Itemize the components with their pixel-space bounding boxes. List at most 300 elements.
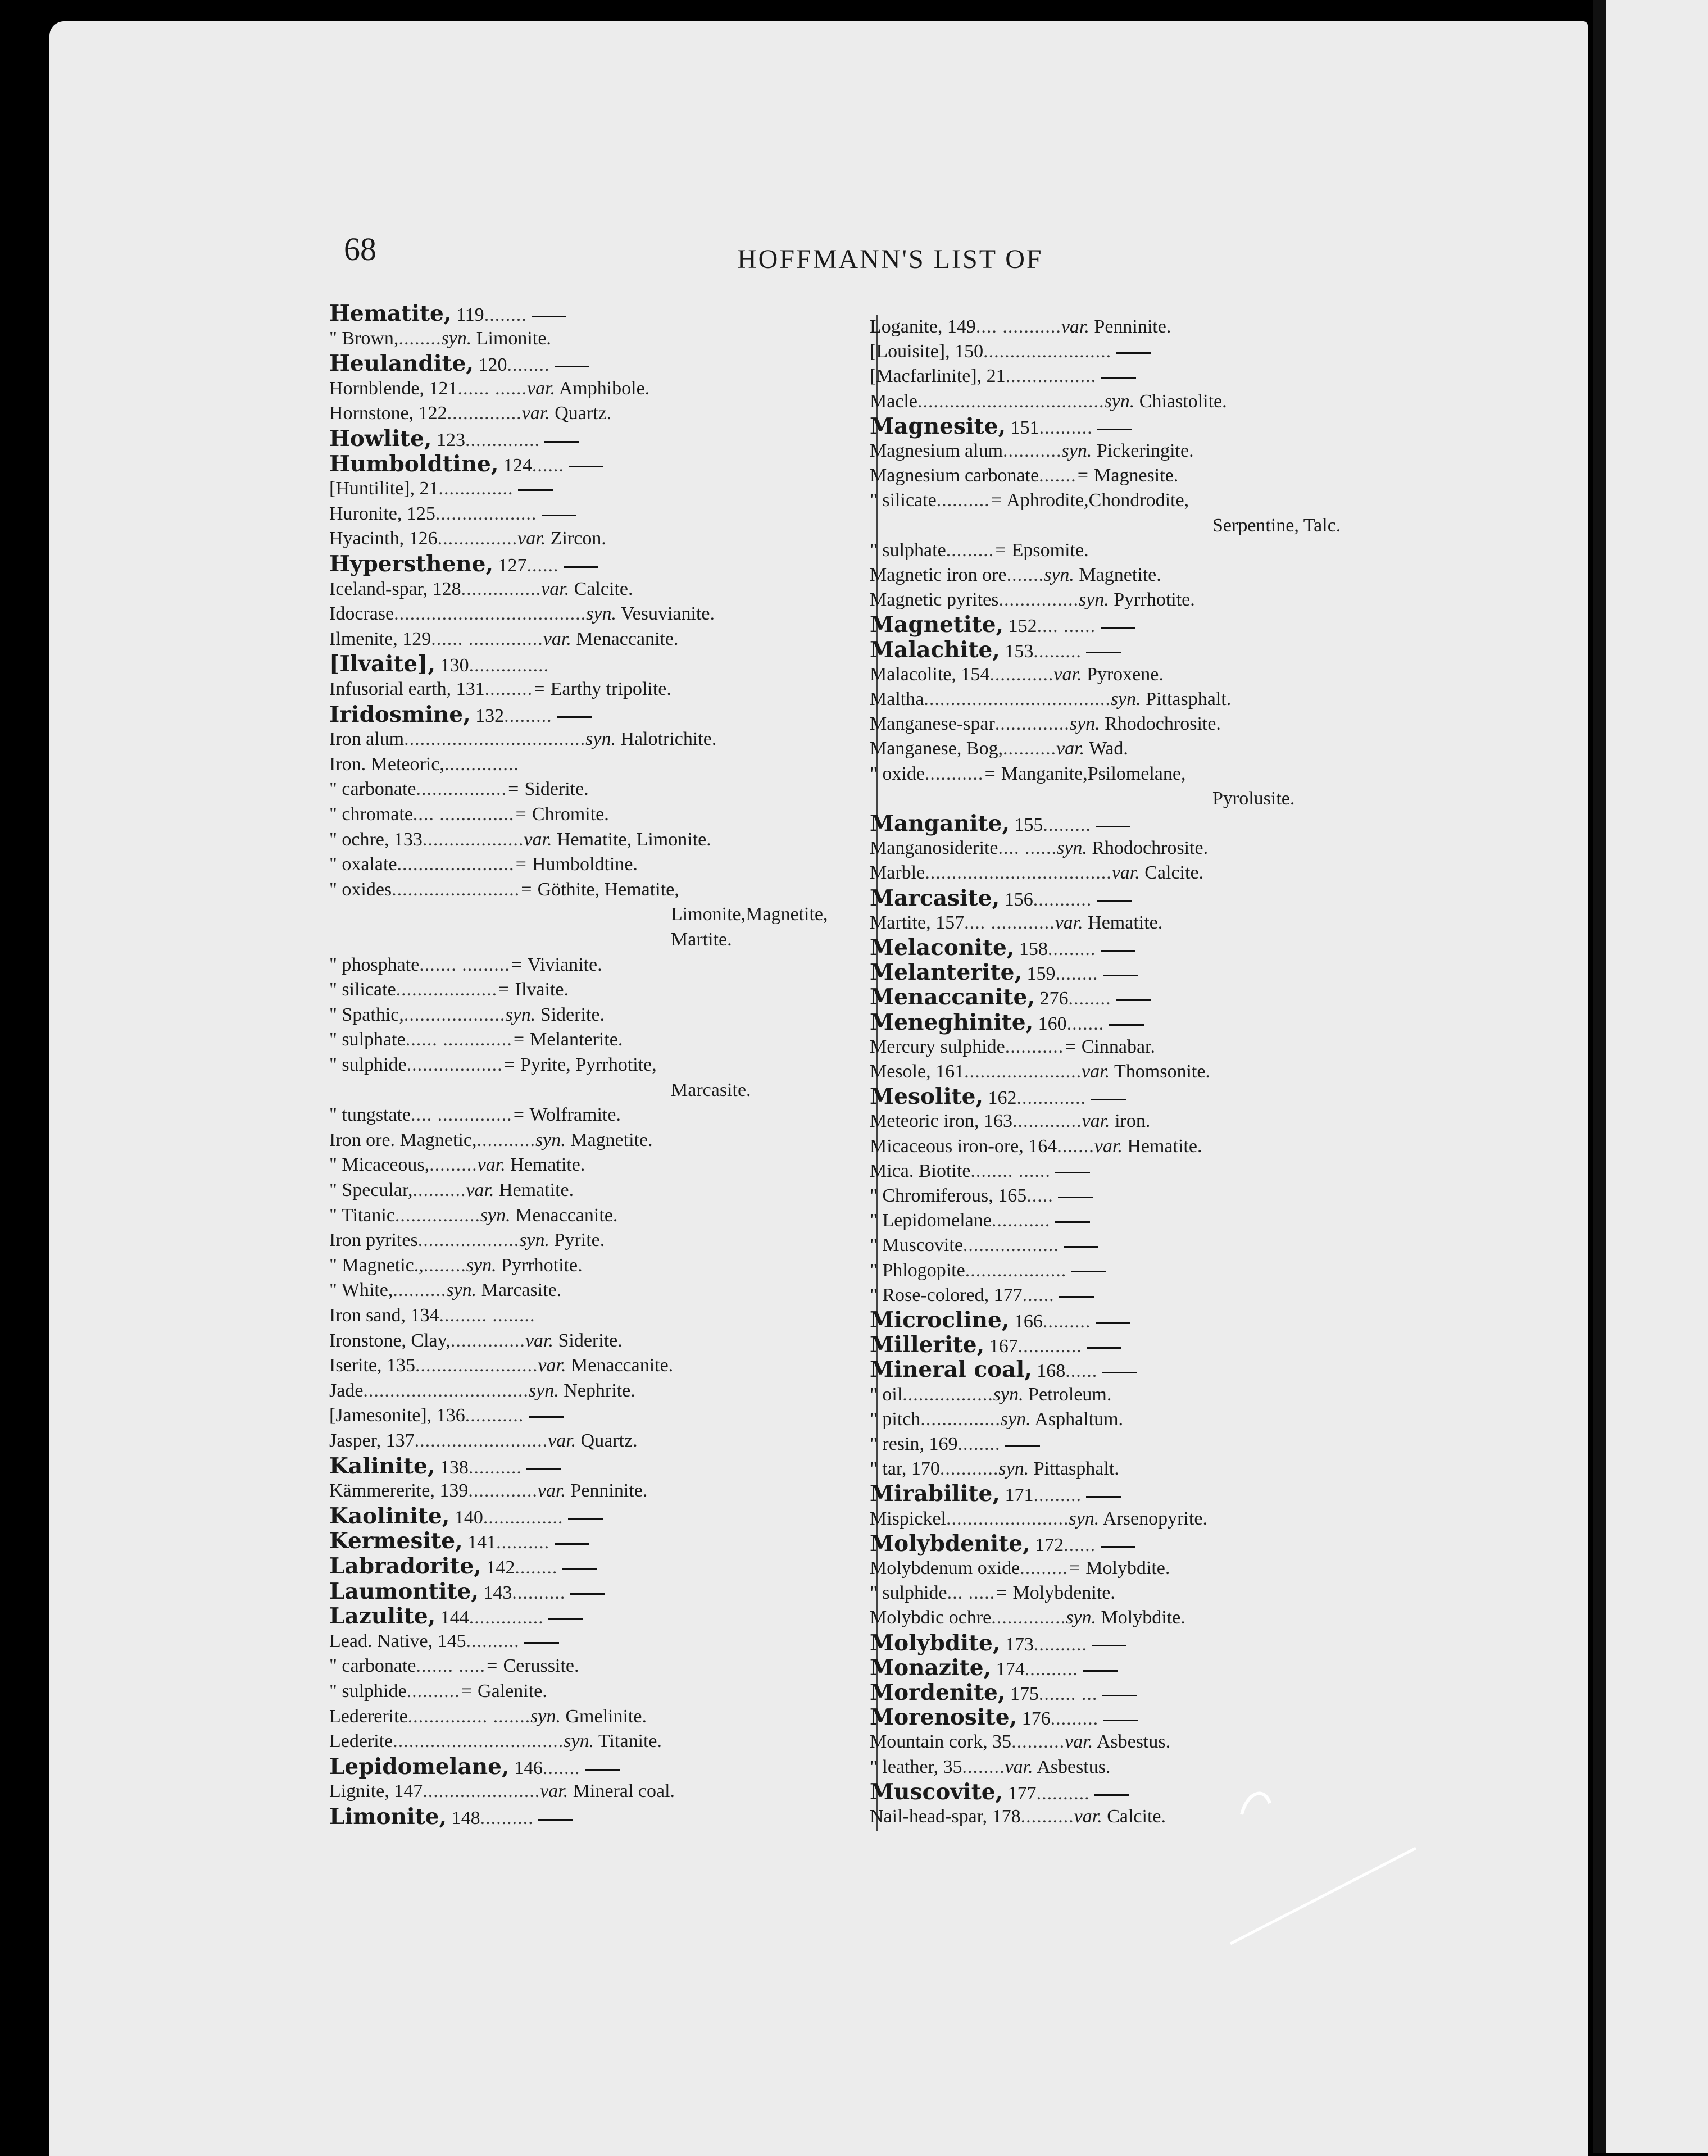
- leader-dots: .........: [1050, 1708, 1099, 1730]
- target-mineral: Manganite,Psilomelane,: [996, 763, 1186, 784]
- leader-dots: .........: [429, 1154, 478, 1176]
- leader-dots: ...............................: [363, 1380, 529, 1401]
- target-mineral: Calcite.: [1102, 1806, 1166, 1827]
- target-mineral: Ilvaite.: [510, 979, 569, 1000]
- relation-marker: =: [502, 1054, 516, 1075]
- dash-mark: [568, 1518, 603, 1520]
- mineral-name: [Jamesonite],: [329, 1405, 432, 1426]
- mineral-name: " Magnetic.,: [329, 1254, 424, 1276]
- relation-marker: syn.: [1000, 1408, 1031, 1430]
- relation-marker: syn.: [1057, 838, 1087, 859]
- dash-mark: [1055, 1172, 1090, 1173]
- target-mineral: Siderite.: [519, 779, 589, 800]
- leader-dots: ..........: [466, 1630, 520, 1652]
- dash-mark: [1086, 652, 1121, 653]
- list-entry: [870, 389, 1227, 414]
- mineral-name: Iridosmine,: [329, 701, 471, 727]
- dash-mark: [1094, 1794, 1129, 1796]
- list-entry: [870, 1631, 1126, 1655]
- leader-dots: ...............: [461, 578, 542, 599]
- list-entry: [329, 502, 576, 526]
- page-ref: 140: [449, 1507, 483, 1528]
- leader-dots: ..........: [1024, 1658, 1078, 1680]
- leader-dots: ...................: [965, 1259, 1067, 1281]
- mineral-name: Iron. Meteoric,: [329, 753, 444, 775]
- dash-mark: [1101, 377, 1136, 379]
- dash-mark: [1102, 1695, 1137, 1696]
- list-entry: [870, 463, 1178, 488]
- leader-dots: .........: [946, 539, 994, 561]
- mineral-name: " phosphate: [329, 954, 420, 975]
- leader-dots: ......................: [964, 1061, 1082, 1082]
- dash-mark: [1091, 1099, 1126, 1100]
- mineral-name: Mineral coal,: [870, 1357, 1032, 1383]
- list-entry: [870, 1283, 1094, 1308]
- relation-marker: syn.: [519, 1230, 550, 1251]
- list-entry: [870, 662, 1164, 687]
- mineral-name: Iron pyrites: [329, 1230, 418, 1251]
- list-entry: [870, 414, 1132, 439]
- target-mineral: Magnetite.: [1074, 565, 1161, 585]
- page-ref: 126: [404, 528, 438, 549]
- dash-mark: [1102, 1372, 1137, 1373]
- page-ref: 276: [1034, 988, 1069, 1009]
- target-mineral: Wad.: [1084, 738, 1128, 759]
- page-ref: 145: [433, 1630, 466, 1652]
- list-entry: [870, 1134, 1202, 1159]
- scratch-mark: [1230, 1781, 1421, 1949]
- mineral-name: [Louisite],: [870, 341, 950, 362]
- list-entry: [329, 1128, 653, 1153]
- relation-marker: =: [994, 539, 1007, 561]
- leader-dots: ....... ...: [1038, 1684, 1098, 1704]
- relation-marker: =: [983, 763, 997, 784]
- mineral-name: " oil: [870, 1384, 903, 1405]
- list-entry: [329, 526, 606, 551]
- list-entry: [870, 1035, 1155, 1059]
- leader-dots: .................: [1005, 366, 1097, 387]
- mineral-name: " chromate: [329, 804, 413, 825]
- leader-dots: .......................: [415, 1355, 538, 1376]
- target-mineral: Titanite.: [594, 1731, 662, 1752]
- leader-dots: .......: [1039, 465, 1076, 486]
- dash-mark: [518, 489, 553, 491]
- leader-dots: ..............: [438, 478, 514, 499]
- mineral-name: Nail-head-spar,: [870, 1806, 988, 1827]
- target-mineral: Amphibole.: [555, 377, 650, 399]
- leader-dots: ........: [398, 328, 442, 349]
- list-entry: [870, 1705, 1138, 1730]
- relation-marker: var.: [538, 1355, 566, 1376]
- target-mineral: Earthy tripolite.: [546, 679, 671, 699]
- list-entry: [870, 1780, 1129, 1804]
- page-ref: 161: [930, 1061, 965, 1082]
- relation-marker: var.: [527, 377, 556, 399]
- list-entry: [870, 1581, 1115, 1605]
- leader-dots: .......................: [946, 1508, 1069, 1529]
- list-entry: [870, 315, 1171, 339]
- leader-dots: ..........: [496, 1532, 550, 1553]
- target-mineral: Chromite.: [527, 804, 609, 825]
- list-entry: [870, 762, 1185, 786]
- target-mineral: Siderite.: [553, 1330, 623, 1351]
- leader-dots: ...............: [998, 589, 1079, 611]
- leader-dots: ..........: [468, 1457, 522, 1478]
- leader-dots: ...........: [939, 1458, 999, 1480]
- leader-dots: ........: [957, 1434, 1001, 1454]
- relation-marker: var.: [525, 1330, 553, 1351]
- page-ref: 173: [1000, 1634, 1034, 1655]
- leader-dots: ... .....: [947, 1582, 996, 1604]
- relation-marker: var.: [543, 628, 571, 649]
- target-mineral: Pickeringite.: [1092, 440, 1194, 461]
- relation-marker: syn.: [993, 1384, 1024, 1405]
- mineral-name: " pitch: [870, 1408, 921, 1430]
- mineral-name: Malacolite,: [870, 663, 956, 685]
- mineral-name: " Muscovite: [870, 1235, 963, 1256]
- mineral-name: Kermesite,: [329, 1528, 463, 1554]
- leader-dots: ............: [1017, 1336, 1082, 1357]
- page-ref: 35: [987, 1731, 1012, 1753]
- target-mineral: Molybdite.: [1096, 1607, 1185, 1629]
- leader-dots: .........: [1042, 1311, 1091, 1332]
- relation-marker: syn.: [585, 729, 616, 750]
- mineral-name: Marcasite,: [870, 885, 1000, 911]
- page-ref: 148: [447, 1808, 480, 1828]
- leader-dots: .........: [1020, 1558, 1068, 1579]
- relation-marker: =: [460, 1681, 473, 1702]
- relation-marker: var.: [524, 829, 552, 850]
- list-entry: [870, 985, 1151, 1009]
- leader-dots: ..............: [991, 1607, 1066, 1629]
- leader-dots: ...... ......: [457, 377, 528, 399]
- page-ref: 155: [1009, 815, 1043, 835]
- leader-dots: ...............: [437, 528, 518, 549]
- list-entry: [870, 1680, 1137, 1705]
- leader-dots: ..............: [469, 1607, 544, 1629]
- page-ref: 138: [435, 1457, 469, 1478]
- mineral-name: Iceland-spar,: [329, 578, 428, 599]
- page-ref: 170: [906, 1458, 940, 1480]
- list-entry: [870, 836, 1208, 861]
- list-entry: [870, 861, 1203, 885]
- mineral-name: " sulphide: [329, 1054, 407, 1075]
- leader-dots: ............... .......: [407, 1705, 531, 1727]
- page-ref: 122: [414, 403, 447, 424]
- mineral-name: Magnesium carbonate: [870, 465, 1039, 486]
- relation-marker: var.: [548, 1430, 576, 1451]
- mineral-name: " Lepidomelane: [870, 1210, 992, 1231]
- running-head: HOFFMANN'S LIST OF: [737, 244, 1043, 274]
- list-entry: [329, 777, 589, 802]
- list-entry: [329, 1228, 605, 1253]
- mineral-name: Labradorite,: [329, 1553, 481, 1579]
- target-mineral: Pyroxene.: [1082, 663, 1164, 685]
- dash-mark: [1059, 1296, 1094, 1298]
- mineral-name: Manganosiderite: [870, 838, 998, 859]
- page-ref: 125: [402, 503, 435, 524]
- leader-dots: ....... .....: [416, 1655, 486, 1677]
- leader-dots: .........: [1033, 1485, 1082, 1506]
- leader-dots: ..........: [406, 1681, 460, 1702]
- binding-gutter: [1593, 0, 1606, 2153]
- relation-marker: var.: [1082, 1111, 1110, 1132]
- leader-dots: ...................: [396, 979, 498, 1000]
- dash-mark: [1071, 1271, 1106, 1272]
- mineral-name: Humboldtine,: [329, 451, 499, 477]
- list-entry: [329, 401, 611, 426]
- leader-dots: ........................: [983, 341, 1112, 362]
- dash-mark: [1116, 999, 1151, 1001]
- leader-dots: .......: [1006, 565, 1044, 585]
- list-entry: [329, 1353, 673, 1378]
- list-entry: [329, 1554, 597, 1579]
- relation-marker: syn.: [528, 1380, 559, 1401]
- relation-marker: =: [485, 1655, 498, 1677]
- relation-marker: syn.: [505, 1004, 536, 1025]
- mineral-name: Mispickel: [870, 1508, 946, 1529]
- list-entry: [870, 1407, 1123, 1432]
- list-entry: [329, 602, 715, 626]
- mineral-name: " tar,: [870, 1458, 907, 1480]
- list-entry: [329, 1403, 564, 1428]
- target-mineral: Gmelinite.: [561, 1705, 647, 1727]
- target-mineral: Thomsonite.: [1110, 1061, 1210, 1082]
- page-ref: 165: [993, 1185, 1027, 1206]
- leader-dots: ...................: [403, 1004, 506, 1025]
- list-entry: [329, 1053, 657, 1077]
- mineral-name: Micaceous iron-ore,: [870, 1135, 1024, 1157]
- leader-dots: ................................: [393, 1731, 564, 1752]
- list-entry: [329, 677, 671, 702]
- page-ref: 130: [435, 655, 469, 676]
- list-entry: [870, 439, 1194, 463]
- page-ref: 139: [434, 1480, 469, 1502]
- list-entry: [329, 1003, 605, 1027]
- relation-marker: =: [1076, 465, 1089, 486]
- page-number: 68: [344, 231, 376, 267]
- leader-dots: ...........: [991, 1210, 1051, 1231]
- mineral-name: " oxalate: [329, 854, 397, 875]
- mineral-name: Molybdenite,: [870, 1530, 1030, 1557]
- leader-dots: ...................: [417, 1230, 520, 1251]
- leader-dots: .........................: [414, 1430, 548, 1451]
- mineral-name: Meneghinite,: [870, 1009, 1034, 1035]
- mineral-name: Manganese, Bog,: [870, 738, 1003, 759]
- dash-mark: [532, 316, 566, 317]
- mineral-name: Idocrase: [329, 603, 394, 625]
- list-entry: [870, 1184, 1093, 1208]
- mineral-name: Meteoric iron,: [870, 1111, 979, 1132]
- page-ref: 158: [1014, 939, 1048, 959]
- list-entry: [870, 1730, 1170, 1754]
- page-ref: 35: [938, 1756, 962, 1777]
- relation-marker: syn.: [480, 1204, 511, 1226]
- list-entry: [870, 911, 1162, 935]
- mineral-name: [Macfarlinite],: [870, 366, 982, 387]
- leader-dots: ......... ........: [439, 1305, 535, 1326]
- mineral-name: " leather,: [870, 1756, 939, 1777]
- leader-dots: ............: [989, 663, 1054, 685]
- list-entry: [329, 452, 603, 476]
- mineral-name: Macle: [870, 390, 917, 412]
- dash-mark: [555, 1543, 589, 1545]
- leader-dots: ..........: [480, 1808, 534, 1828]
- mineral-name: " silicate: [870, 490, 937, 511]
- page-ref: 168: [1032, 1361, 1066, 1382]
- dash-mark: [557, 716, 592, 718]
- page-ref: 157: [930, 912, 965, 933]
- list-entry: [329, 1178, 574, 1203]
- list-entry: [329, 1754, 620, 1779]
- page-ref: 134: [405, 1305, 439, 1326]
- list-entry: [329, 1579, 605, 1604]
- page-ref: 127: [493, 555, 527, 576]
- leader-dots: ...............: [469, 655, 549, 676]
- list-entry: [870, 1084, 1126, 1109]
- mineral-name: Magnesite,: [870, 413, 1006, 439]
- relation-marker: var.: [537, 1480, 566, 1502]
- leader-dots: .... ......: [1037, 616, 1096, 637]
- page-ref: 177: [1003, 1782, 1037, 1804]
- mineral-name: Magnetic pyrites: [870, 589, 999, 611]
- mineral-name: " Micaceous,: [329, 1154, 430, 1176]
- list-entry: [329, 1704, 647, 1729]
- page-ref: 159: [1022, 963, 1056, 985]
- relation-marker: var.: [1055, 912, 1083, 933]
- leader-dots: ........ ......: [970, 1160, 1051, 1181]
- leader-dots: ..............: [447, 403, 522, 424]
- mineral-name: Magnetite,: [870, 612, 1004, 638]
- leader-dots: .............: [468, 1480, 538, 1502]
- leader-dots: ...................................: [925, 862, 1112, 884]
- list-entry: [329, 1779, 675, 1804]
- list-entry: [870, 1382, 1111, 1407]
- dash-mark: [529, 1416, 564, 1418]
- relation-marker: syn.: [1104, 390, 1135, 412]
- target-mineral: Menaccanite.: [566, 1355, 674, 1376]
- page-ref: 169: [924, 1434, 958, 1454]
- list-entry: [870, 638, 1121, 662]
- leader-dots: ..................: [962, 1235, 1059, 1256]
- relation-marker: =: [989, 490, 1003, 511]
- mineral-name: Menaccanite,: [870, 984, 1035, 1011]
- leader-dots: .........: [1047, 939, 1096, 959]
- mineral-name: Heulandite,: [329, 351, 474, 377]
- leader-dots: .......: [1066, 1013, 1105, 1034]
- leader-dots: .............: [1012, 1111, 1082, 1132]
- target-mineral: Aphrodite,Chondrodite,: [1002, 490, 1189, 511]
- page-ref: 21: [415, 478, 439, 499]
- mineral-name: Kaolinite,: [329, 1503, 450, 1529]
- target-mineral: Vivianite.: [523, 954, 602, 975]
- list-entry: [329, 1203, 617, 1228]
- page-ref: 121: [424, 377, 458, 399]
- leader-dots: ...............: [483, 1507, 564, 1528]
- page-ref: 151: [1006, 417, 1039, 438]
- list-entry: [329, 1253, 583, 1278]
- list-entry: [870, 1481, 1121, 1506]
- list-entry: [329, 1103, 621, 1127]
- target-mineral: Hematite, Limonite.: [552, 829, 711, 850]
- page-ref: 124: [498, 454, 532, 476]
- target-mineral: Rhodochrosite.: [1100, 713, 1221, 735]
- mineral-name: Kämmererite,: [329, 1480, 435, 1502]
- target-mineral: Pyrite.: [549, 1230, 605, 1251]
- mineral-name: Mesole,: [870, 1061, 931, 1082]
- leader-dots: ..........: [1036, 1782, 1090, 1804]
- relation-marker: =: [510, 954, 523, 975]
- mineral-name: Jasper,: [329, 1430, 381, 1451]
- mineral-name: Mercury sulphide: [870, 1036, 1005, 1057]
- leader-dots: ........: [1055, 963, 1098, 985]
- relation-marker: =: [1064, 1036, 1077, 1057]
- leader-dots: ..................: [406, 1054, 503, 1075]
- dash-mark: [1086, 1496, 1121, 1498]
- relation-marker: =: [514, 804, 528, 825]
- mineral-name: " tungstate: [329, 1104, 411, 1126]
- list-entry: [329, 1429, 638, 1453]
- mineral-name: " Specular,: [329, 1180, 413, 1200]
- dash-mark: [1064, 1246, 1098, 1248]
- leader-dots: ..........: [1039, 417, 1093, 438]
- target-mineral: Cerussite.: [498, 1655, 579, 1677]
- leader-dots: ...........: [476, 1129, 535, 1150]
- target-mineral: Magnesite.: [1089, 465, 1179, 486]
- target-mineral: Halotrichite.: [615, 729, 717, 750]
- list-entry: [329, 1804, 573, 1829]
- mineral-name: " Titanic: [329, 1204, 395, 1226]
- relation-marker: var.: [1005, 1756, 1033, 1777]
- dash-mark: [524, 1642, 559, 1644]
- leader-dots: ........: [1068, 988, 1111, 1009]
- mineral-name: Manganite,: [870, 811, 1010, 836]
- mineral-name: Hornblende,: [329, 377, 425, 399]
- leader-dots: .........: [504, 705, 552, 726]
- mineral-name: Molybdenum oxide: [870, 1558, 1020, 1579]
- list-entry: [870, 612, 1135, 637]
- page-ref: 167: [984, 1336, 1018, 1357]
- list-entry: [329, 1729, 662, 1754]
- page-ref: 166: [1009, 1311, 1043, 1332]
- mineral-name: Manganese-spar: [870, 713, 995, 735]
- target-mineral: Rhodochrosite.: [1087, 838, 1209, 859]
- leader-dots: ...............: [920, 1408, 1001, 1430]
- list-entry: [329, 953, 602, 977]
- relation-marker: var.: [521, 403, 550, 424]
- mineral-name: Maltha: [870, 689, 924, 709]
- mineral-name: Lazulite,: [329, 1603, 436, 1630]
- dash-mark: [1109, 1024, 1144, 1026]
- mineral-name: Iron ore. Magnetic,: [329, 1129, 477, 1150]
- dash-mark: [1058, 1197, 1093, 1198]
- relation-marker: var.: [477, 1154, 506, 1176]
- relation-marker: var.: [517, 528, 546, 549]
- list-entry: [870, 1507, 1207, 1531]
- relation-marker: var.: [1061, 316, 1089, 337]
- mineral-name: " oxide: [870, 763, 925, 784]
- list-entry: [870, 1258, 1106, 1283]
- target-mineral: Hematite.: [1083, 912, 1163, 933]
- leader-dots: ..........: [1003, 738, 1057, 759]
- list-entry: [329, 802, 609, 827]
- mineral-name: " White,: [329, 1280, 393, 1301]
- mineral-name: Mirabilite,: [870, 1481, 1000, 1507]
- list-entry: [329, 577, 633, 602]
- list-entry: [329, 977, 569, 1002]
- leader-dots: .........: [1043, 815, 1091, 835]
- leader-dots: ..................................: [404, 729, 586, 750]
